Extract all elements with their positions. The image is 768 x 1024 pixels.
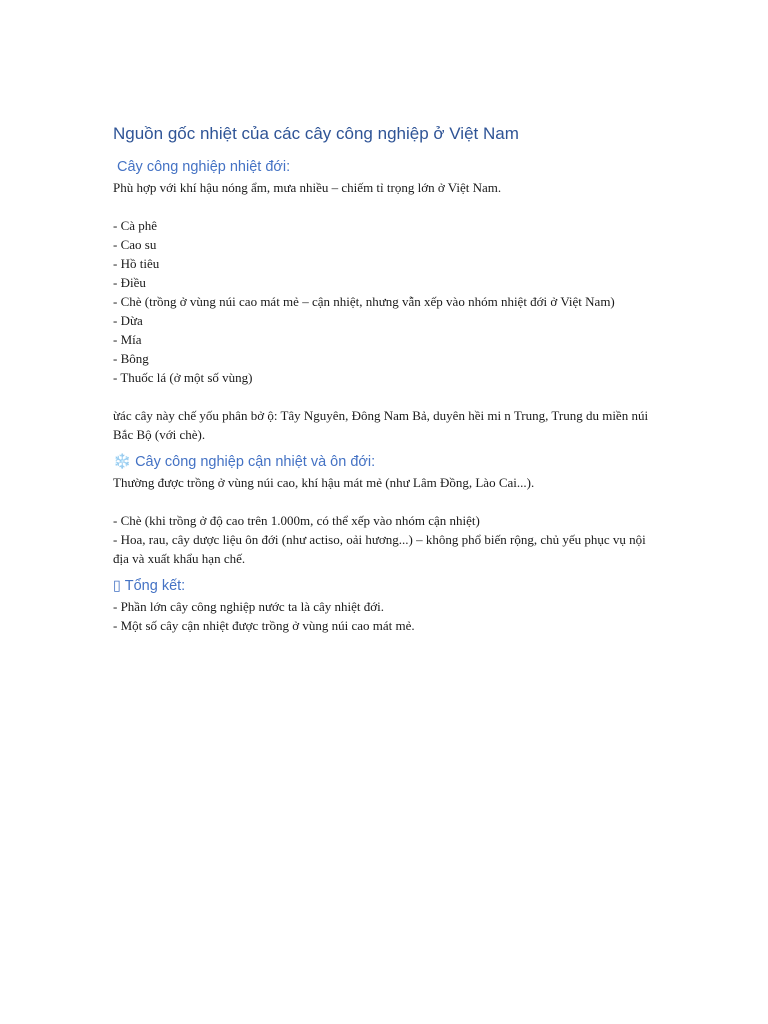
document-title: Nguồn gốc nhiệt của các cây công nghiệp ở Việt Nam xyxy=(113,124,519,143)
heading-summary: ▯ Tổng kết: xyxy=(113,578,186,594)
list-item: - Dừa xyxy=(113,313,143,328)
spacer xyxy=(113,492,658,511)
spacer xyxy=(113,197,658,216)
list-item: - Điều xyxy=(113,275,146,290)
list-item: - Một số cây cận nhiệt được trồng ở vùng núi cao mát mẻ. xyxy=(113,618,415,633)
summary-list xyxy=(113,597,658,635)
subtropical-intro: Thường được trồng ở vùng núi cao, khí hậu mát mẻ (như Lâm Đồng, Lào Cai...). xyxy=(113,475,535,490)
document-page xyxy=(113,122,658,635)
list-item: - Hoa, rau, cây dược liệu ôn đới (như actiso, oải hương...) – không phổ biến rộng, chủ yếu phục vụ nội địa và xuất khẩu hạn chế. xyxy=(113,532,646,566)
list-item: - Cao su xyxy=(113,237,157,252)
heading-tropical-crops: Cây công nghiệp nhiệt đới: xyxy=(117,159,291,175)
list-item: - Mía xyxy=(113,332,142,347)
list-item: - Bông xyxy=(113,351,149,366)
list-item: - Cà phê xyxy=(113,218,158,233)
list-item: - Chè (khi trồng ở độ cao trên 1.000m, có thể xếp vào nhóm cận nhiệt) xyxy=(113,513,480,528)
list-item: - Hồ tiêu xyxy=(113,256,160,271)
subtropical-crop-list xyxy=(113,511,658,568)
spacer xyxy=(113,387,658,406)
list-item: - Chè (trồng ở vùng núi cao mát mẻ – cận nhiệt, nhưng vẫn xếp vào nhóm nhiệt đới ở Việt Nam) xyxy=(113,294,615,309)
list-item: - Phần lớn cây công nghiệp nước ta là cây nhiệt đới. xyxy=(113,599,384,614)
spacer xyxy=(113,444,658,452)
tropical-intro: Phù hợp với khí hậu nóng ẩm, mưa nhiều – chiếm tỉ trọng lớn ở Việt Nam. xyxy=(113,180,502,195)
list-item: - Thuốc lá (ở một số vùng) xyxy=(113,370,253,385)
heading-subtropical-crops: ❄️ Cây công nghiệp cận nhiệt và ôn đới: xyxy=(113,454,376,470)
distribution-note: ừác cây này chế yốu phân bở ộ: Tây Nguyên, Đông Nam Bả, duyên hềi mi n Trung, Trung du miền núi Bắc Bộ (với chè). xyxy=(113,408,649,442)
tropical-crop-list xyxy=(113,216,658,387)
spacer xyxy=(113,568,658,576)
